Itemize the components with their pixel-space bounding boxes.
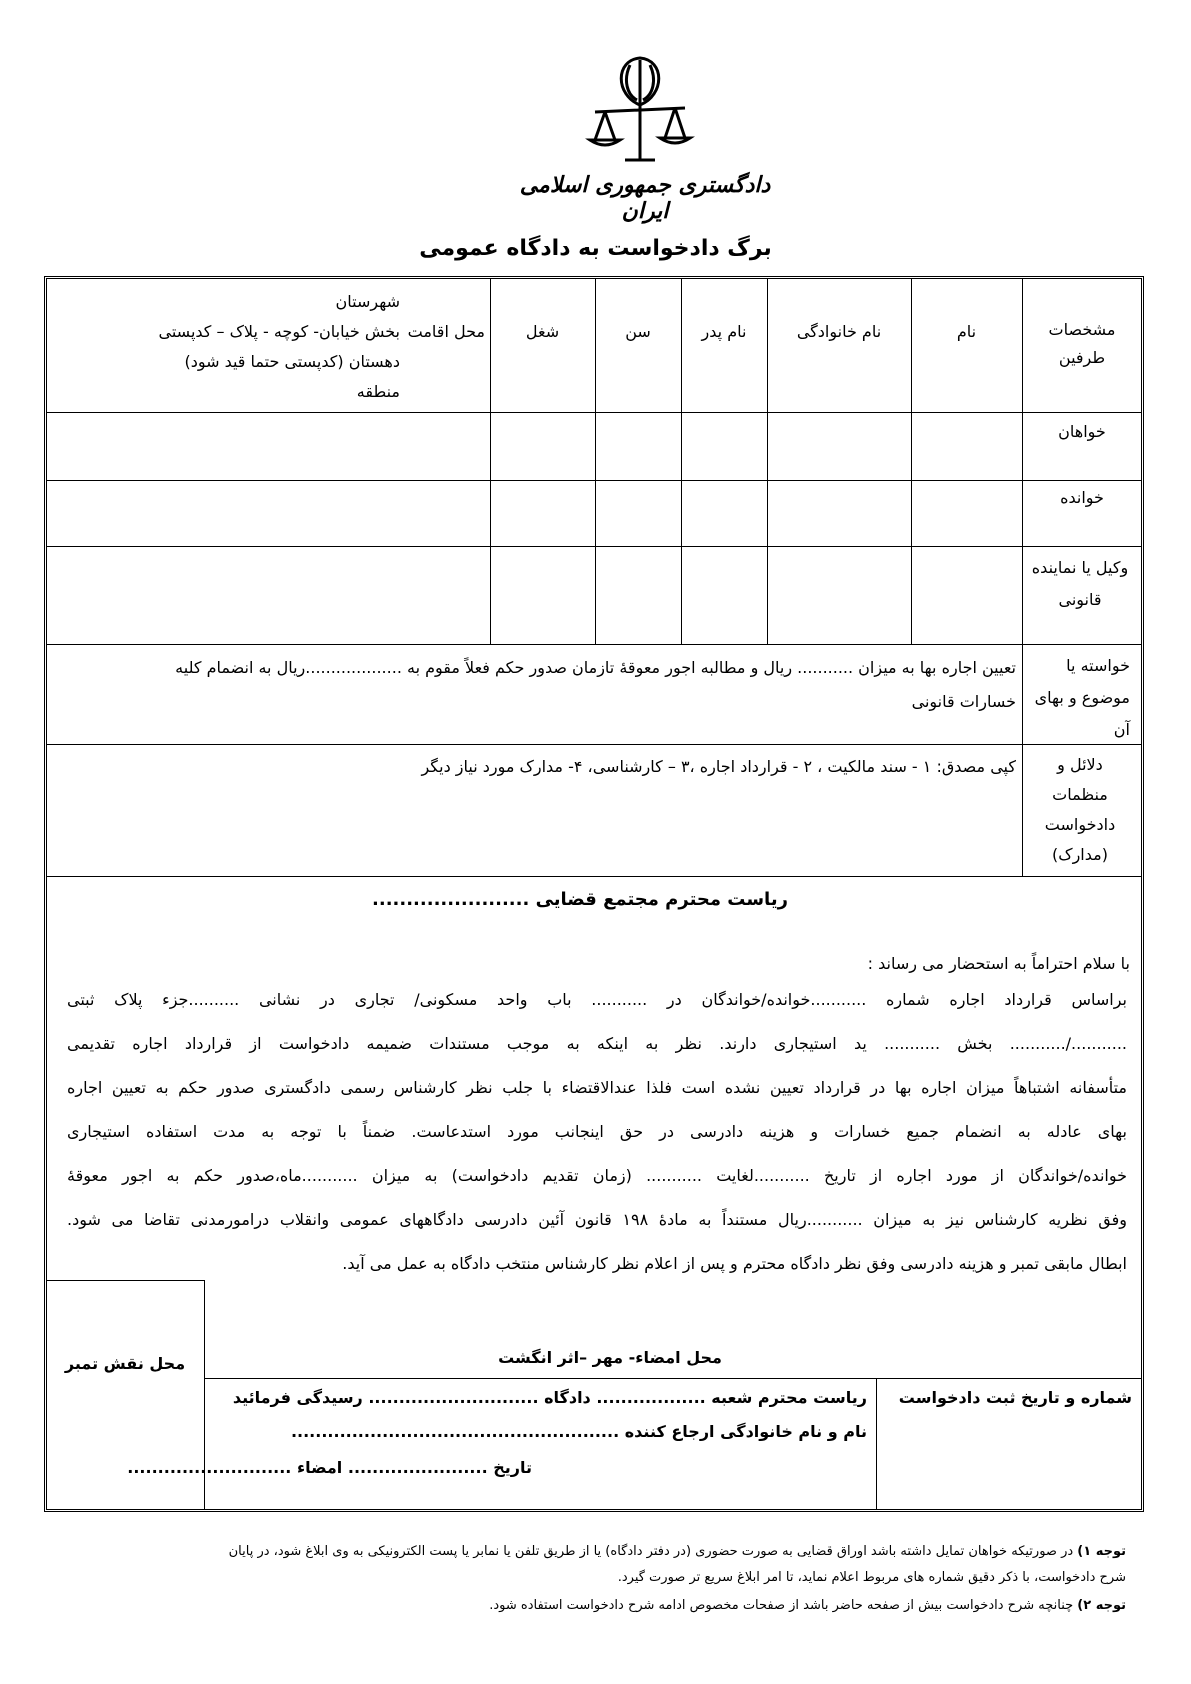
claim-text: تعیین اجاره بها به میزان ........... ریال و مطالبه اجور معوقهٔ تازمان صدور حکم فعلاً مقوم به ...................ریال به انضمام کلیه bbox=[175, 658, 1016, 677]
body-line-3: متأسفانه اشتباهاً میزان اجاره بها در قرارداد تعیین نشده است فلذا عندالاقتضاء با جلب نظر کارشناس رسمی دادگستری صدور حکم به تعیین اجاره bbox=[67, 1078, 1127, 1097]
stamp-box-top bbox=[46, 1280, 204, 1281]
note-2-text: چنانچه شرح دادخواست بیش از صفحه حاضر باشد از صفحات مخصوص ادامه شرح دادخواست استفاده شود. bbox=[489, 1598, 1074, 1613]
residence-postal: دهستان (کدپستی حتما قید شود) bbox=[184, 352, 400, 371]
table-divider bbox=[46, 644, 1142, 645]
evidence-label: دلائل و منظمات دادخواست (مدارک) bbox=[1044, 755, 1116, 864]
col-family: نام خانوادگی bbox=[796, 322, 882, 341]
row-defendant: خوانده bbox=[1060, 488, 1104, 507]
referral-line-3: تاریخ ....................... امضاء ........................... bbox=[127, 1458, 532, 1477]
addressee: ریاست محترم مجتمع قضایی ....................... bbox=[372, 889, 788, 910]
table-divider bbox=[46, 480, 1142, 481]
col-name: نام bbox=[956, 322, 977, 341]
residence-street: بخش خیابان- کوچه - پلاک – کدپستی bbox=[158, 322, 400, 341]
body-line-2: ...........‌/........... بخش ........... ید استیجاری دارند. نظر به اینکه به موجب مستندات ضمیمه دادخواست از قرارداد اجاره تقدیمی bbox=[67, 1034, 1127, 1053]
note-1-label: توجه ۱) bbox=[1077, 1544, 1126, 1559]
greeting: با سلام احتراماً به استحضار می رساند : bbox=[867, 954, 1130, 973]
col-age: سن bbox=[625, 322, 651, 341]
table-divider bbox=[46, 412, 1142, 413]
judiciary-logo-text: دادگستری جمهوری اسلامی ایران bbox=[519, 172, 771, 224]
row-plaintiff: خواهان bbox=[1058, 422, 1106, 441]
table-column-line bbox=[1022, 278, 1023, 876]
iran-emblem-icon bbox=[585, 50, 695, 170]
note-2 bbox=[76, 1598, 1126, 1613]
body-line-5: خوانده/خواندگان از مورد اجاره از تاریخ ...........لغایت ........... (زمان تقدیم دادخواست) به میزان ...........ماه،صدور حکم به اجور معوقهٔ bbox=[67, 1166, 1127, 1185]
evidence-text: کپی مصدق: ۱ - سند مالکیت ، ۲ - قرارداد اجاره ،۳ – کارشناسی، ۴- مدارک مورد نیاز دیگر bbox=[421, 757, 1016, 776]
form-title: برگ دادخواست به دادگاه عمومی bbox=[419, 236, 772, 261]
table-divider bbox=[46, 546, 1142, 547]
col-father: نام پدر bbox=[701, 322, 747, 341]
parties-header: مشخصات طرفین bbox=[1048, 320, 1116, 367]
row-lawyer: وکیل یا نماینده قانونی bbox=[1031, 558, 1129, 609]
body-line-1: براساس قرارداد اجاره شماره ...........خوانده/خواندگان در ........... باب واحد مسکونی/ تجاری در نشانی ..........جزء پلاک ثبتی bbox=[67, 990, 1127, 1009]
claim-text-2: خسارات قانونی bbox=[911, 692, 1016, 711]
note-2-label: توجه ۲) bbox=[1077, 1598, 1126, 1613]
footer-divider bbox=[204, 1378, 1142, 1379]
referral-line-2: نام و نام خانوادگی ارجاع کننده ...................................................... bbox=[290, 1422, 867, 1441]
stamp-place: محل نقش تمبر bbox=[64, 1354, 186, 1373]
registration-label: شماره و تاریخ ثبت دادخواست bbox=[898, 1388, 1132, 1407]
body-line-7: ابطال مابقی تمبر و هزینه دادرسی وفق نظر دادگاه محترم و پس از اعلام نظر کارشناس منتخب دادگاه به عمل می آید. bbox=[342, 1254, 1127, 1273]
claim-label: خواسته یا موضوع و بهای آن bbox=[1034, 656, 1130, 739]
note-1-text: در صورتیکه خواهان تمایل داشته باشد اوراق قضایی به صورت حضوری (در دفتر دادگاه) یا از طریق تلفن یا نمابر یا پست الکترونیکی به وی ابلاغ شود، در پایان bbox=[228, 1544, 1074, 1559]
residence-city: شهرستان bbox=[335, 292, 400, 311]
col-job: شغل bbox=[525, 322, 560, 341]
body-line-6: وفق نظریه کارشناس نیز به میزان ...........ریال مستنداً به مادهٔ ۱۹۸ قانون آئین دادرسی دادگاههای عمومی وانقلاب درامورمدنی تقاضا می شود. bbox=[67, 1210, 1128, 1229]
note-1-continued: شرح دادخواست، با ذکر دقیق شماره های مربوط اعلام نماید، تا امر ابلاغ سریع تر صورت گیرد. bbox=[617, 1570, 1126, 1585]
table-divider bbox=[46, 744, 1142, 745]
col-residence: محل اقامت bbox=[407, 322, 485, 341]
footer-column-line bbox=[876, 1378, 877, 1510]
body-line-4: بهای عادله به انضمام جمیع خسارات و هزینه دادرسی در حق اینجانب مورد استدعاست. ضمناً با توجه به مدت استفاده استیجاری bbox=[67, 1122, 1127, 1141]
signature-place: محل امضاء- مهر –اثر انگشت bbox=[498, 1348, 722, 1367]
residence-region: منطقه bbox=[356, 382, 400, 401]
table-divider bbox=[46, 876, 1142, 877]
note-1 bbox=[76, 1544, 1126, 1559]
referral-line-1: ریاست محترم شعبه .................. دادگاه ............................ رسیدگی فرمائید bbox=[232, 1388, 867, 1407]
